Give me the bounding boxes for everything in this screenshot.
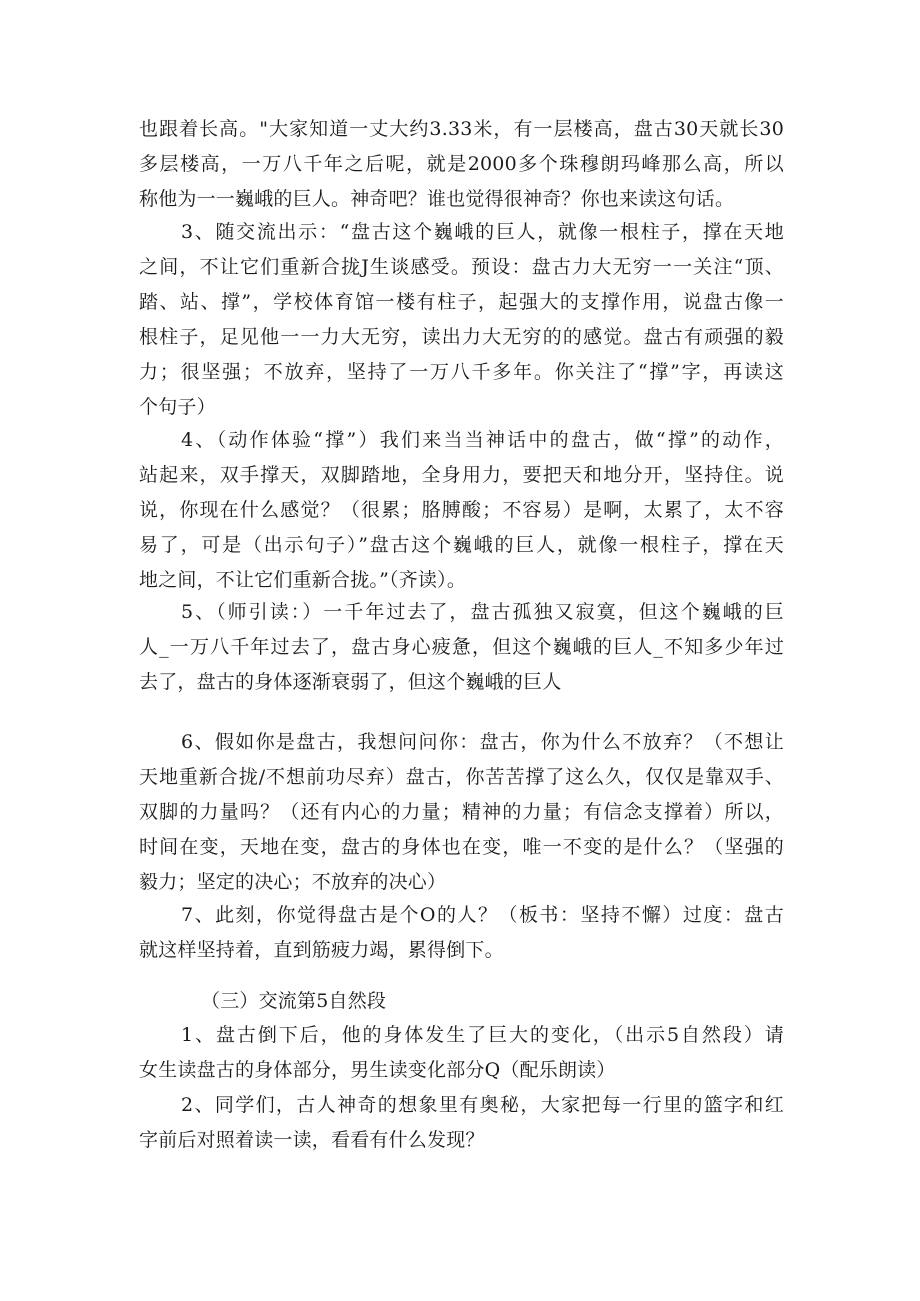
paragraph-item-4 (139, 423, 784, 598)
text-line: 力；很坚强；不放弃，坚持了一万八千多年。你关注了“撑”字，再读这 (139, 361, 784, 383)
paragraph-subitem-1 (139, 1018, 784, 1088)
paragraph-item-3 (139, 215, 784, 425)
text-line: 称他为一一巍峨的巨人。神奇吧？谁也觉得很神奇？你也来读这句话。 (139, 188, 735, 210)
text-line: 人_一万八千年过去了，盘古身心疲惫，但这个巍峨的巨人_不知多少年过 (139, 636, 784, 658)
text-line: 双脚的力量吗？（还有内心的力量；精神的力量；有信念支撑着）所以， (139, 801, 784, 823)
text-line: 地之间，不让它们重新合拢。”（齐读）。 (139, 569, 467, 591)
text-line: 说，你现在什么感觉？（很累；胳膊酸；不容易）是啊，太累了，太不容 (139, 499, 784, 521)
text-line: 7、此刻，你觉得盘古是个O的人？（板书：坚持不懈）过度：盘古 (181, 904, 784, 926)
text-line: 4、（动作体验“撑”）我们来当当神话中的盘古，做“撑”的动作， (181, 429, 784, 451)
text-line: 3、随交流出示：“盘古这个巍峨的巨人，就像一根柱子，撑在天地 (181, 221, 784, 243)
text-line: 毅力；坚定的决心；不放弃的决心） (139, 871, 447, 893)
text-line: 个句子） (139, 396, 216, 418)
text-line: 天地重新合拢/不想前功尽弃）盘古，你苦苦撑了这么久，仅仅是靠双手、 (139, 766, 784, 788)
text-line: 也跟着长高。"大家知道一丈大约3.33米，有一层楼高，盘古30天就长30 (139, 118, 784, 140)
paragraph-item-6 (139, 725, 784, 900)
text-line: 5、（师引读：）一千年过去了，盘古孤独又寂寞，但这个巍峨的巨 (181, 601, 784, 623)
text-line: 就这样坚持着，直到筋疲力竭，累得倒下。 (139, 939, 504, 961)
text-line: 字前后对照着读一读，看看有什么发现？ (139, 1129, 485, 1151)
text-line: 根柱子，足见他一一力大无穷，读出力大无穷的的感觉。盘古有顽强的毅 (139, 326, 784, 348)
section-title: （三）交流第5自然段 (201, 990, 387, 1012)
text-line: 站起来，双手撑天，双脚踏地，全身用力，要把天和地分开，坚持住。说 (139, 464, 784, 486)
text-line: 多层楼高，一万八千年之后呢，就是2000多个珠穆朗玛峰那么高，所以 (139, 153, 784, 175)
text-line: 易了，可是（出示句子）”盘古这个巍峨的巨人，就像一根柱子，撑在天 (139, 534, 784, 556)
text-line: 之间，不让它们重新合拢J生谈感受。预设：盘古力大无穷一一关注“顶、 (139, 256, 784, 278)
paragraph-item-5 (139, 595, 784, 700)
paragraph-subitem-2 (139, 1088, 784, 1158)
text-line: 女生读盘古的身体部分，男生读变化部分Q（配乐朗读） (139, 1059, 616, 1081)
text-line: 去了，盘古的身体逐渐衰弱了，但这个巍峨的巨人 (139, 671, 562, 693)
text-line: 踏、站、撑”，学校体育馆一楼有柱子，起强大的支撑作用，说盘古像一 (139, 291, 784, 313)
paragraph-continuation (139, 112, 784, 217)
paragraph-item-7 (139, 898, 784, 968)
text-line: 2、同学们，古人神奇的想象里有奥秘，大家把每一行里的篮字和红 (181, 1094, 784, 1116)
text-line: 1、盘古倒下后，他的身体发生了巨大的变化，（出示5自然段）请 (181, 1024, 784, 1046)
text-line: 时间在变，天地在变，盘古的身体也在变，唯一不变的是什么？（坚强的 (139, 836, 784, 858)
section-heading (139, 984, 784, 1019)
text-line: 6、假如你是盘古，我想问问你：盘古，你为什么不放弃？（不想让 (181, 731, 784, 753)
